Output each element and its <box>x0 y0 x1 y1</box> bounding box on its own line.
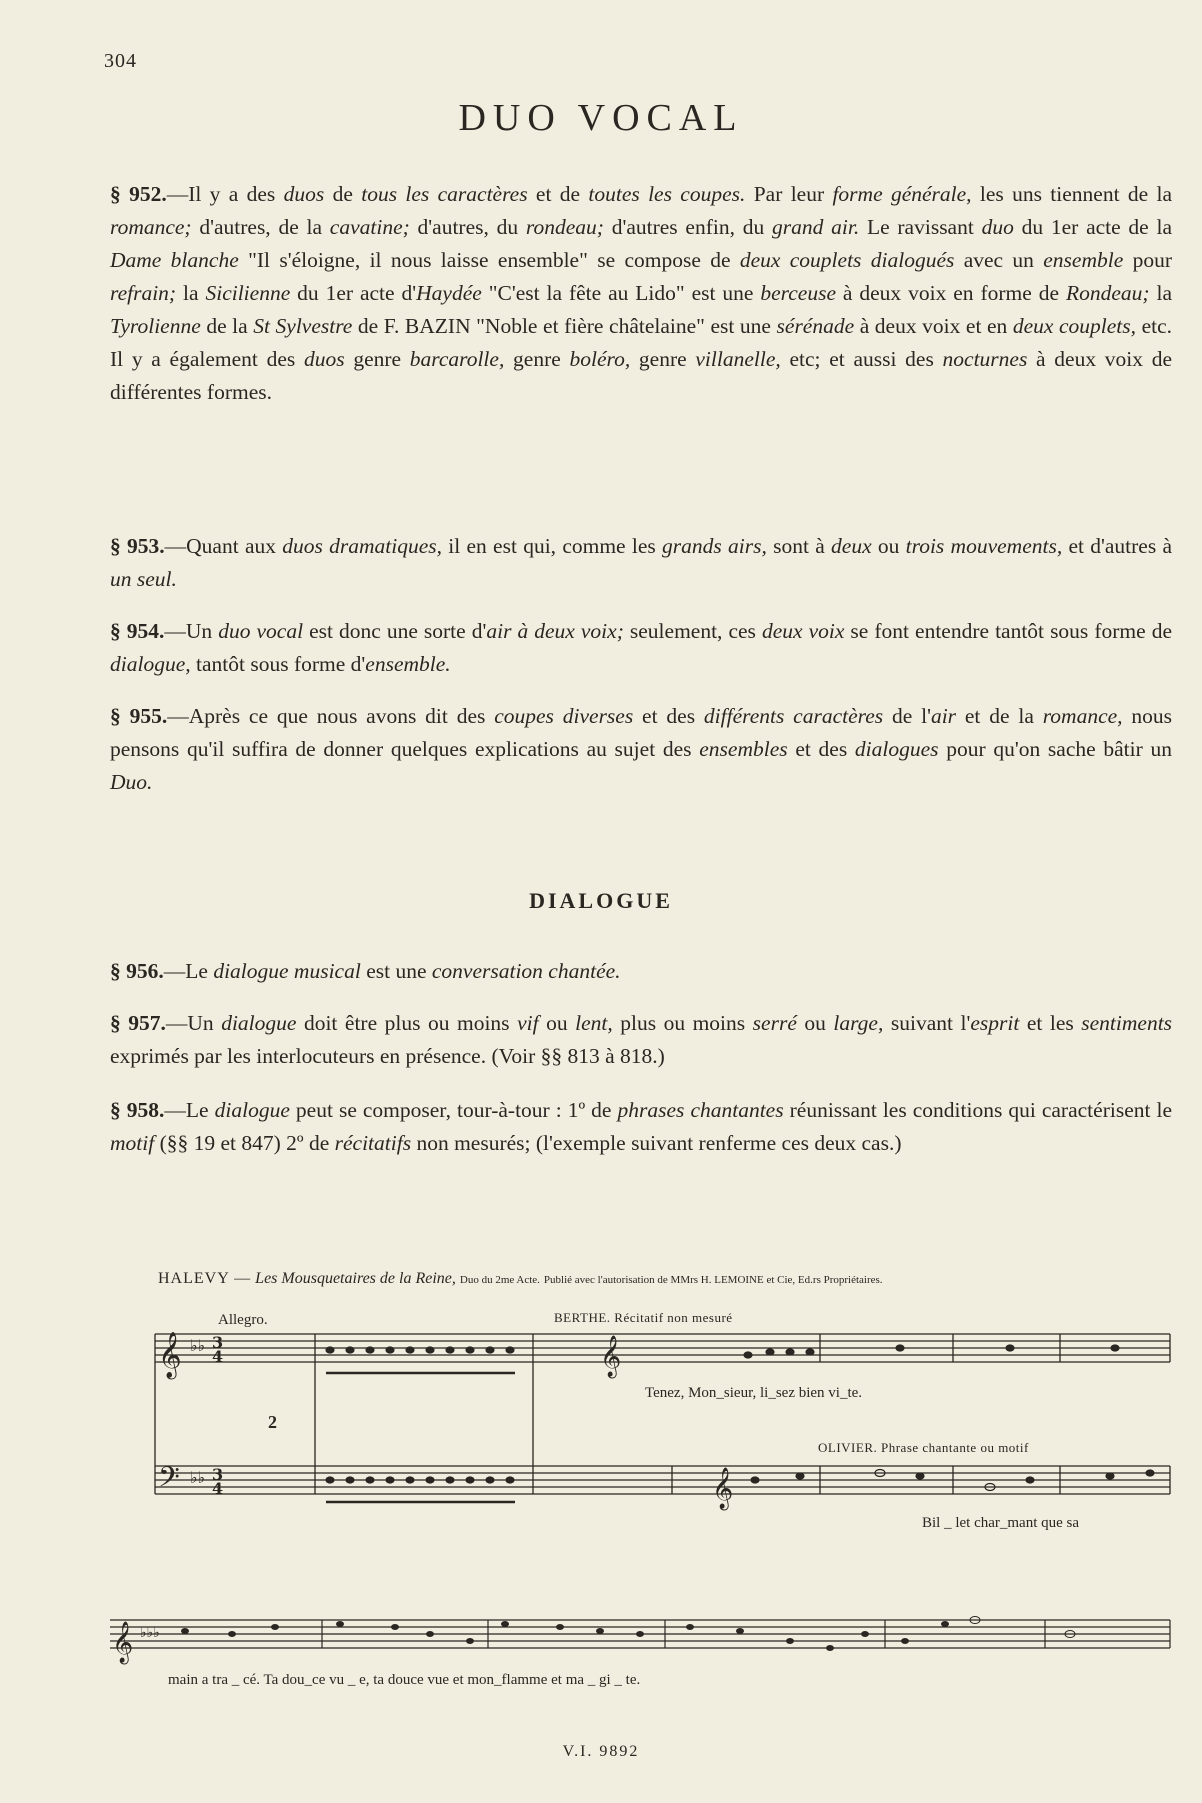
italic-term: grands airs, <box>662 534 767 558</box>
svg-text:♭♭: ♭♭ <box>190 1468 206 1487</box>
staff-count-number: 2 <box>268 1412 277 1432</box>
text-run: "C'est la fête au Lido" est une <box>481 281 761 305</box>
text-run: est une <box>360 959 432 983</box>
text-run: peut se composer, tour-à-tour : 1º de <box>289 1098 618 1122</box>
italic-term: dialogue <box>221 1011 297 1035</box>
text-run: avec un <box>954 248 1044 272</box>
text-run: seulement, ces <box>623 619 762 643</box>
svg-text:3: 3 <box>212 1465 224 1484</box>
svg-text:3: 3 <box>212 1333 224 1352</box>
text-run: —Quant aux <box>164 534 283 558</box>
text-run: Il y a également des <box>110 347 304 371</box>
footer-plate-number: V.I. 9892 <box>562 1743 640 1760</box>
text-run: de <box>324 182 362 206</box>
italic-term: duo vocal <box>218 619 304 643</box>
text-run: et des <box>633 704 704 728</box>
svg-text:𝄞: 𝄞 <box>600 1336 622 1377</box>
lyrics-line-3: main a tra _ cé. Ta dou_ce vu _ e, ta douce vue et mon_flamme et ma _ gi _ te. <box>168 1672 641 1688</box>
page-number: 304 <box>104 50 137 72</box>
italic-term: dialogue musical <box>213 959 361 983</box>
text-run: nous pensons qu'il suffira de donner quelques explications au sujet des <box>110 704 1173 761</box>
notes-upper <box>326 1345 1119 1373</box>
score-detail: Duo du 2me Acte. <box>459 1274 540 1286</box>
italic-term: ensemble <box>1043 248 1124 272</box>
italic-term: deux <box>831 534 872 558</box>
italic-term: duos <box>303 347 345 371</box>
notes-lower <box>326 1470 1154 1503</box>
lyrics-olivier: Bil _ let char_mant que sa <box>922 1515 1080 1531</box>
italic-term: un seul. <box>110 567 177 591</box>
italic-term: Haydée <box>416 281 482 305</box>
text-run: ou <box>796 1011 834 1035</box>
text-run: genre <box>344 347 410 371</box>
text-run: Le ravissant <box>859 215 982 239</box>
italic-term: sérénade <box>776 314 855 338</box>
text-run: à deux voix en forme de <box>836 281 1066 305</box>
italic-term: Rondeau; <box>1065 281 1150 305</box>
italic-term: deux couplets dialogués <box>739 248 955 272</box>
text-run: etc; et aussi des <box>780 347 943 371</box>
italic-term: différents caractères <box>703 704 884 728</box>
italic-term: cavatine; <box>329 215 410 239</box>
italic-term: ensemble. <box>365 652 451 676</box>
text-run: et des <box>787 737 855 761</box>
text-run: —Un <box>164 619 219 643</box>
text-run: la <box>1149 281 1172 305</box>
italic-term: barcarolle, <box>409 347 505 371</box>
text-run: réunissant les conditions qui caractérisent le <box>783 1098 1173 1122</box>
text-run: non mesurés; (l'exemple suivant renferme ces deux cas.) <box>411 1131 902 1155</box>
text-run: genre <box>504 347 570 371</box>
text-run: —Il y a des <box>166 182 284 206</box>
text-run: pour qu'on sache bâtir un <box>938 737 1172 761</box>
italic-term: deux voix <box>761 619 845 643</box>
text-run: à deux voix et en <box>854 314 1013 338</box>
text-run: du 1er acte d' <box>290 281 417 305</box>
italic-term: tous les caractères <box>361 182 528 206</box>
paragraph-number: § 953. <box>110 534 165 558</box>
page-title: DUO VOCAL <box>458 97 744 139</box>
text-run: à deux voix de différentes formes. <box>110 347 1173 404</box>
italic-term: air à deux voix; <box>486 619 624 643</box>
section-heading: DIALOGUE <box>529 888 673 913</box>
svg-text:𝄞: 𝄞 <box>712 1468 734 1509</box>
text-run: tantôt sous forme d' <box>190 652 366 676</box>
text-run: Par leur <box>745 182 833 206</box>
italic-term: phrases chantantes <box>617 1098 784 1122</box>
paragraph-number: § 958. <box>110 1098 165 1122</box>
svg-text:𝄢: 𝄢 <box>158 1461 180 1501</box>
text-run: genre <box>630 347 696 371</box>
svg-text:4: 4 <box>212 1479 224 1498</box>
svg-text:♭♭♭: ♭♭♭ <box>140 1625 160 1641</box>
italic-term: sentiments <box>1081 1011 1173 1035</box>
italic-term: serré <box>752 1011 797 1035</box>
italic-term: duos dramatiques, <box>282 534 443 558</box>
italic-term: récitatifs <box>334 1131 412 1155</box>
italic-term: vif <box>517 1011 539 1035</box>
score-composer: HALEVY — <box>158 1270 252 1287</box>
italic-term: berceuse <box>760 281 836 305</box>
score-work: Les Mousquetaires de la Reine, <box>255 1270 456 1287</box>
italic-term: lent, <box>575 1011 613 1035</box>
text-run: plus ou moins <box>612 1011 753 1035</box>
text-run: —Le <box>164 1098 215 1122</box>
text-run: est donc une sorte d' <box>303 619 487 643</box>
score-permission: Publié avec l'autorisation de MMrs H. LEMOINE et Cie, Ed.rs Propriétaires. <box>543 1274 883 1286</box>
text-run: les uns tiennent de la <box>971 182 1173 206</box>
italic-term: deux couplets, <box>1012 314 1137 338</box>
text-run: et d'autres à <box>1062 534 1173 558</box>
italic-term: large, <box>833 1011 884 1035</box>
italic-term: air <box>930 704 957 728</box>
notes-third <box>112 1617 1075 1665</box>
italic-term: Tyrolienne <box>110 314 201 338</box>
text-run: ou <box>871 534 906 558</box>
italic-term: rondeau; <box>525 215 604 239</box>
italic-term: boléro, <box>569 347 631 371</box>
text-run: du 1er acte de la <box>1013 215 1172 239</box>
text-run: de la <box>200 314 254 338</box>
paragraph-number: § 952. <box>110 182 167 206</box>
paragraph-number: § 954. <box>110 619 165 643</box>
italic-term: Sicilienne <box>205 281 291 305</box>
staff-upper <box>155 1334 1170 1362</box>
svg-text:♭♭: ♭♭ <box>190 1336 206 1355</box>
italic-term: refrain; <box>110 281 177 305</box>
text-run: suivant l' <box>883 1011 971 1035</box>
tempo-marking: Allegro. <box>218 1312 268 1328</box>
italic-term: nocturnes <box>942 347 1028 371</box>
italic-term: forme générale, <box>832 182 972 206</box>
role-olivier: OLIVIER. Phrase chantante ou motif <box>818 1440 1029 1455</box>
italic-term: coupes diverses <box>494 704 634 728</box>
text-run: d'autres, de la <box>191 215 330 239</box>
text-run: "Il s'éloigne, il nous laisse ensemble" se compose de <box>238 248 740 272</box>
text-run: etc. <box>1136 314 1173 338</box>
text-run: pour <box>1123 248 1172 272</box>
text-run: —Après ce que nous avons dit des <box>167 704 495 728</box>
text-run: —Le <box>163 959 214 983</box>
staff-lower <box>155 1466 1170 1494</box>
text-run: —Un <box>165 1011 222 1035</box>
italic-term: romance, <box>1042 704 1123 728</box>
text-run: et les <box>1019 1011 1082 1035</box>
italic-term: Duo. <box>110 770 153 794</box>
italic-term: dialogue, <box>110 652 191 676</box>
italic-term: dialogue <box>214 1098 290 1122</box>
text-run: exprimés par les interlocuteurs en présence. (Voir §§ 813 à 818.) <box>110 1044 665 1068</box>
paragraph-number: § 957. <box>110 1011 166 1035</box>
svg-text:4: 4 <box>212 1347 224 1366</box>
italic-term: villanelle, <box>695 347 781 371</box>
text-run: de l' <box>883 704 931 728</box>
lyrics-berthe: Tenez, Mon_sieur, li_sez bien vi_te. <box>645 1385 863 1401</box>
text-run: la <box>176 281 206 305</box>
italic-term: ensembles <box>699 737 788 761</box>
text-run: ou <box>538 1011 576 1035</box>
clefs-and-signatures <box>158 1332 733 1510</box>
text-run: et de <box>527 182 589 206</box>
role-berthe: BERTHE. Récitatif non mesuré <box>554 1310 733 1325</box>
italic-term: St Sylvestre <box>253 314 353 338</box>
text-run: doit être plus ou moins <box>296 1011 518 1035</box>
text-run: d'autres enfin, du <box>603 215 772 239</box>
italic-term: conversation chantée. <box>431 959 621 983</box>
italic-term: trois mouvements, <box>905 534 1063 558</box>
text-run: et de la <box>956 704 1043 728</box>
paragraph-number: § 955. <box>110 704 168 728</box>
italic-term: Dame blanche <box>110 248 239 272</box>
text-run: il en est qui, comme les <box>442 534 663 558</box>
text-run: de F. BAZIN "Noble et fière châtelaine" est une <box>352 314 777 338</box>
italic-term: esprit <box>970 1011 1020 1035</box>
italic-term: motif <box>110 1131 155 1155</box>
text-run: d'autres, du <box>409 215 526 239</box>
italic-term: grand air. <box>771 215 860 239</box>
italic-term: duos <box>283 182 325 206</box>
paragraph-number: § 956. <box>110 959 164 983</box>
italic-term: duo <box>981 215 1014 239</box>
italic-term: toutes les coupes. <box>588 182 746 206</box>
svg-text:𝄞: 𝄞 <box>158 1332 182 1378</box>
system-barlines <box>155 1334 1170 1494</box>
text-run: sont à <box>766 534 832 558</box>
svg-text:𝄞: 𝄞 <box>112 1622 134 1663</box>
text-run: se font entendre tantôt sous forme de <box>844 619 1172 643</box>
text-run: (§§ 19 et 847) 2º de <box>154 1131 335 1155</box>
italic-term: romance; <box>110 215 192 239</box>
italic-term: dialogues <box>854 737 939 761</box>
